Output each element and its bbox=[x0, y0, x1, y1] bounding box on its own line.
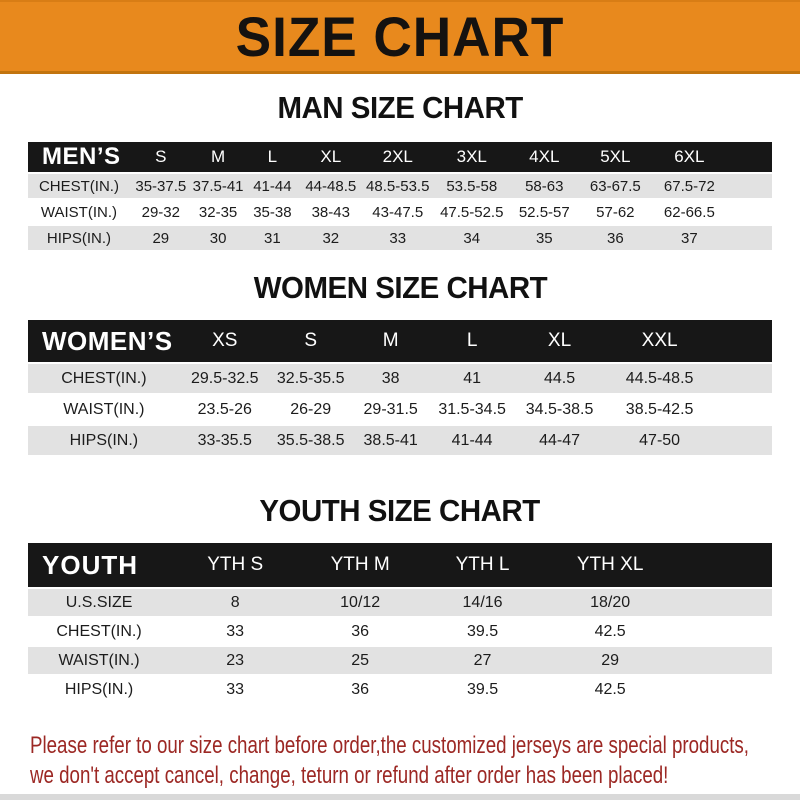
size-column-header: S bbox=[270, 320, 352, 362]
size-value-cell: 39.5 bbox=[420, 618, 545, 645]
section-women bbox=[0, 270, 800, 457]
measurement-row bbox=[28, 618, 772, 645]
size-column-header: 5XL bbox=[579, 142, 651, 172]
page-title bbox=[227, 4, 573, 68]
size-value-cell: 14/16 bbox=[420, 589, 545, 616]
footer-note-line2-text: we don't accept cancel, change, teturn or refund after order has been placed! bbox=[30, 762, 669, 789]
row-label-cell: CHEST(IN.) bbox=[28, 364, 180, 393]
size-column-header: L bbox=[244, 142, 300, 172]
table-title-cell: MEN’S bbox=[28, 142, 130, 172]
women-size-table bbox=[28, 318, 772, 457]
size-value-cell: 58-63 bbox=[509, 174, 579, 198]
size-column-header: L bbox=[430, 320, 515, 362]
size-column-header: M bbox=[192, 142, 245, 172]
size-value-cell: 35 bbox=[509, 226, 579, 250]
size-value-cell: 53.5-58 bbox=[434, 174, 509, 198]
size-value-cell: 31.5-34.5 bbox=[430, 395, 515, 424]
row-label-cell: HIPS(IN.) bbox=[28, 226, 130, 250]
size-value-cell: 48.5-53.5 bbox=[361, 174, 434, 198]
size-value-cell: 41 bbox=[430, 364, 515, 393]
size-value-cell: 36 bbox=[300, 618, 420, 645]
size-value-cell: 38.5-42.5 bbox=[605, 395, 715, 424]
size-column-header: 4XL bbox=[509, 142, 579, 172]
size-value-cell: 47.5-52.5 bbox=[434, 200, 509, 224]
size-value-cell: 32-35 bbox=[192, 200, 245, 224]
size-value-cell: 42.5 bbox=[545, 676, 675, 703]
size-value-cell: 23.5-26 bbox=[180, 395, 270, 424]
size-value-cell: 44.5-48.5 bbox=[605, 364, 715, 393]
row-spacer-cell bbox=[675, 647, 772, 674]
size-value-cell: 57-62 bbox=[579, 200, 651, 224]
section-men bbox=[0, 90, 800, 252]
header-spacer-cell bbox=[727, 142, 772, 172]
size-value-cell: 38 bbox=[352, 364, 430, 393]
size-header-row bbox=[28, 543, 772, 587]
row-spacer-cell bbox=[727, 174, 772, 198]
row-label-cell: CHEST(IN.) bbox=[28, 174, 130, 198]
section-heading-men bbox=[0, 90, 800, 126]
measurement-row bbox=[28, 226, 772, 250]
size-column-header: S bbox=[130, 142, 192, 172]
size-value-cell: 63-67.5 bbox=[579, 174, 651, 198]
footer-note-line2 bbox=[30, 761, 800, 791]
table-title-cell: YOUTH bbox=[28, 543, 170, 587]
size-value-cell: 34.5-38.5 bbox=[515, 395, 605, 424]
size-value-cell: 25 bbox=[300, 647, 420, 674]
size-value-cell: 67.5-72 bbox=[651, 174, 727, 198]
row-spacer-cell bbox=[675, 676, 772, 703]
size-column-header: YTH XL bbox=[545, 543, 675, 587]
size-value-cell: 33 bbox=[361, 226, 434, 250]
size-value-cell: 34 bbox=[434, 226, 509, 250]
size-column-header: XL bbox=[515, 320, 605, 362]
size-column-header: YTH S bbox=[170, 543, 300, 587]
size-column-header: XXL bbox=[605, 320, 715, 362]
measurement-row bbox=[28, 647, 772, 674]
table-title-cell: WOMEN’S bbox=[28, 320, 180, 362]
measurement-row bbox=[28, 395, 772, 424]
size-value-cell: 31 bbox=[244, 226, 300, 250]
row-label-cell: WAIST(IN.) bbox=[28, 200, 130, 224]
size-column-header: 6XL bbox=[651, 142, 727, 172]
size-value-cell: 44.5 bbox=[515, 364, 605, 393]
size-value-cell: 10/12 bbox=[300, 589, 420, 616]
row-spacer-cell bbox=[715, 426, 772, 455]
size-value-cell: 44-47 bbox=[515, 426, 605, 455]
size-value-cell: 8 bbox=[170, 589, 300, 616]
size-value-cell: 62-66.5 bbox=[651, 200, 727, 224]
size-header-row bbox=[28, 142, 772, 172]
size-value-cell: 26-29 bbox=[270, 395, 352, 424]
size-value-cell: 37.5-41 bbox=[192, 174, 245, 198]
bottom-edge-strip bbox=[0, 794, 800, 800]
size-column-header: XS bbox=[180, 320, 270, 362]
size-value-cell: 41-44 bbox=[244, 174, 300, 198]
size-column-header: M bbox=[352, 320, 430, 362]
row-label-cell: HIPS(IN.) bbox=[28, 426, 180, 455]
size-value-cell: 36 bbox=[300, 676, 420, 703]
size-value-cell: 29 bbox=[545, 647, 675, 674]
row-spacer-cell bbox=[727, 200, 772, 224]
size-value-cell: 29 bbox=[130, 226, 192, 250]
row-spacer-cell bbox=[727, 226, 772, 250]
row-label-cell: WAIST(IN.) bbox=[28, 647, 170, 674]
size-value-cell: 47-50 bbox=[605, 426, 715, 455]
size-value-cell: 36 bbox=[579, 226, 651, 250]
measurement-row bbox=[28, 174, 772, 198]
section-heading-youth bbox=[0, 493, 800, 529]
header-spacer-cell bbox=[715, 320, 772, 362]
size-value-cell: 35-38 bbox=[244, 200, 300, 224]
size-value-cell: 32.5-35.5 bbox=[270, 364, 352, 393]
row-label-cell: U.S.SIZE bbox=[28, 589, 170, 616]
banner bbox=[0, 0, 800, 74]
size-value-cell: 29-31.5 bbox=[352, 395, 430, 424]
size-value-cell: 32 bbox=[300, 226, 361, 250]
size-value-cell: 33 bbox=[170, 618, 300, 645]
size-column-header: 2XL bbox=[361, 142, 434, 172]
footer-note-line1-text: Please refer to our size chart before order,the customized jerseys are special products, bbox=[30, 732, 750, 759]
footer-note bbox=[30, 731, 800, 791]
size-value-cell: 38.5-41 bbox=[352, 426, 430, 455]
measurement-row bbox=[28, 364, 772, 393]
size-column-header: XL bbox=[300, 142, 361, 172]
row-label-cell: CHEST(IN.) bbox=[28, 618, 170, 645]
size-value-cell: 37 bbox=[651, 226, 727, 250]
size-value-cell: 18/20 bbox=[545, 589, 675, 616]
size-value-cell: 35-37.5 bbox=[130, 174, 192, 198]
header-spacer-cell bbox=[675, 543, 772, 587]
size-value-cell: 33 bbox=[170, 676, 300, 703]
men-size-table bbox=[28, 140, 772, 252]
size-value-cell: 41-44 bbox=[430, 426, 515, 455]
youth-size-table bbox=[28, 541, 772, 705]
row-spacer-cell bbox=[715, 395, 772, 424]
size-value-cell: 29-32 bbox=[130, 200, 192, 224]
page-title-text: SIZE CHART bbox=[235, 4, 565, 68]
size-value-cell: 44-48.5 bbox=[300, 174, 361, 198]
size-value-cell: 38-43 bbox=[300, 200, 361, 224]
section-heading-women-text: WOMEN SIZE CHART bbox=[253, 270, 547, 305]
section-heading-youth-text: YOUTH SIZE CHART bbox=[259, 493, 541, 528]
size-value-cell: 23 bbox=[170, 647, 300, 674]
row-spacer-cell bbox=[675, 618, 772, 645]
size-value-cell: 52.5-57 bbox=[509, 200, 579, 224]
size-value-cell: 39.5 bbox=[420, 676, 545, 703]
footer-note-line1 bbox=[30, 731, 800, 761]
size-value-cell: 29.5-32.5 bbox=[180, 364, 270, 393]
measurement-row bbox=[28, 426, 772, 455]
size-value-cell: 27 bbox=[420, 647, 545, 674]
section-heading-men-text: MAN SIZE CHART bbox=[277, 90, 523, 125]
measurement-row bbox=[28, 589, 772, 616]
size-value-cell: 30 bbox=[192, 226, 245, 250]
measurement-row bbox=[28, 200, 772, 224]
size-value-cell: 33-35.5 bbox=[180, 426, 270, 455]
row-label-cell: WAIST(IN.) bbox=[28, 395, 180, 424]
row-spacer-cell bbox=[675, 589, 772, 616]
size-value-cell: 42.5 bbox=[545, 618, 675, 645]
size-column-header: YTH L bbox=[420, 543, 545, 587]
measurement-row bbox=[28, 676, 772, 703]
size-column-header: 3XL bbox=[434, 142, 509, 172]
row-spacer-cell bbox=[715, 364, 772, 393]
size-header-row bbox=[28, 320, 772, 362]
row-label-cell: HIPS(IN.) bbox=[28, 676, 170, 703]
section-youth bbox=[0, 493, 800, 705]
size-column-header: YTH M bbox=[300, 543, 420, 587]
size-value-cell: 35.5-38.5 bbox=[270, 426, 352, 455]
section-heading-women bbox=[0, 270, 800, 306]
size-value-cell: 43-47.5 bbox=[361, 200, 434, 224]
